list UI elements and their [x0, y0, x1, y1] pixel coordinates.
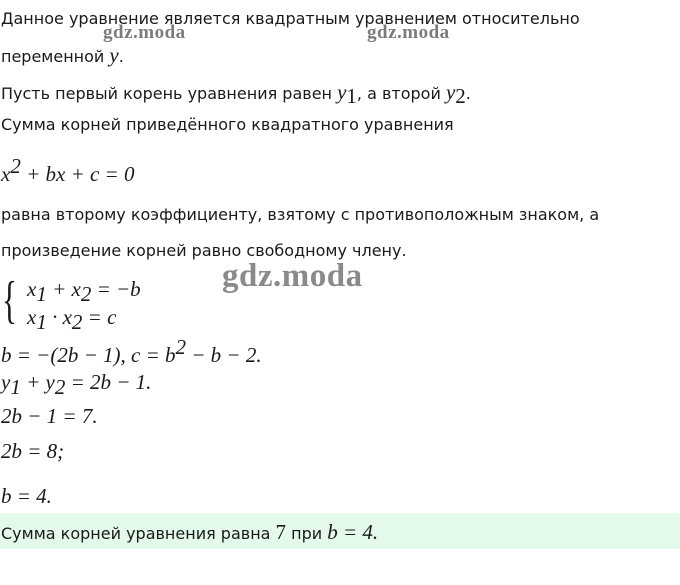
brace-icon: { — [2, 272, 17, 329]
answer-text: Сумма корней уравнения равна 7 при b = 4. — [1, 520, 379, 544]
paragraph-vieta: Сумма корней приведённого квадратного уравнения — [1, 115, 454, 134]
system-equation-2: $x_1 \cdot x_2 = c$ — [27, 305, 117, 335]
paragraph-coefficient: равна второму коэффициенту, взятому с противоположным знаком, а — [1, 205, 600, 224]
equation-b-c: b = −(2b − 1), $c = b^2 - b - 2$. — [1, 335, 262, 367]
watermark: gdz.moda — [103, 22, 186, 43]
equation-result: b = 4. — [1, 484, 52, 508]
watermark: gdz.moda — [222, 258, 363, 294]
equation-sum: $y_1 + y_2 = 2b - 1$. — [1, 370, 152, 400]
paragraph-variable: переменной y. — [1, 43, 124, 67]
paragraph-intro: Данное уравнение является квадратным уравнением относительно — [1, 9, 580, 28]
paragraph-roots: Пусть первый корень уравнения равен $y_1$, а второй $y_2$. — [1, 80, 471, 109]
equation-step-2: 2b = 8; — [1, 439, 65, 463]
formula-quadratic: $x^2$ + bx + c = 0 — [1, 154, 135, 186]
system-equation-1: $x_1 + x_2 = -b$ — [27, 277, 141, 307]
equation-step-1: 2b − 1 = 7. — [1, 404, 98, 428]
watermark: gdz.moda — [367, 22, 450, 43]
paragraph-product: произведение корней равно свободному члену. — [1, 241, 407, 260]
